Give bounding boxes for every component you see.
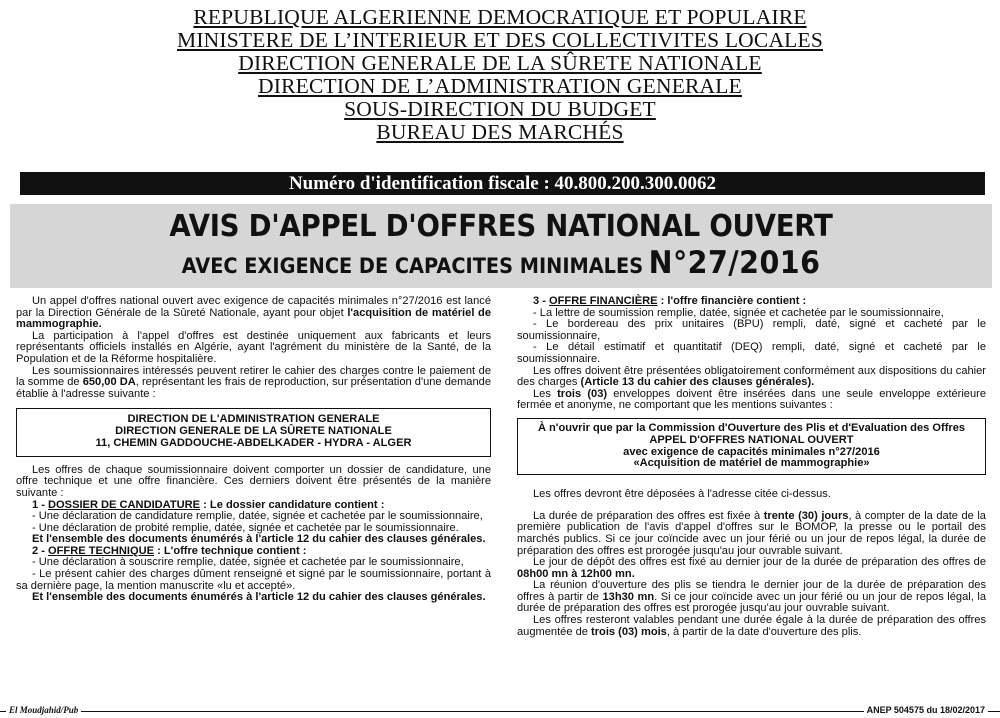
right-column xyxy=(517,296,986,638)
section-number: 1 - xyxy=(32,498,49,511)
candidature-item-2: - Une déclaration de probité remplie, datée, signée et cachetée par le soumissionnaire. xyxy=(32,521,459,534)
presentation-paragraph xyxy=(517,366,986,389)
envelope-mention-line-3: avec exigence de capacités minimales n°27/2016 xyxy=(623,445,880,458)
section-number: 3 - xyxy=(533,295,550,307)
preparation-duration: trente (30) jours xyxy=(763,509,849,522)
technical-closing: Et l'ensemble des documents énumérés à l'article 12 du cahier des clauses générales. xyxy=(32,591,486,604)
header-line-budget: SOUS-DIRECTION DU BUDGET xyxy=(344,97,656,121)
envelope-text-end: enveloppes doivent être insérées dans une seule enveloppe extérieure fermée et anonyme, ne comportant que les mentions suivantes : xyxy=(517,387,986,412)
preparation-text: La durée de préparation des offres est fixée à xyxy=(533,509,764,522)
tax-id-banner: Numéro d'identification fiscale : 40.800.200.300.0062 xyxy=(20,172,985,195)
section-title: OFFRE TECHNIQUE xyxy=(48,544,155,557)
section-title: OFFRE FINANCIÈRE xyxy=(549,295,658,307)
header-line-dag: DIRECTION DE L’ADMINISTRATION GENERALE xyxy=(258,74,742,98)
left-column xyxy=(16,296,491,604)
notice-number: N°27/2016 xyxy=(648,245,821,281)
footer xyxy=(0,705,1000,718)
document-header xyxy=(0,6,1000,144)
header-line-republic: REPUBLIQUE ALGERIENNE DEMOCRATIQUE ET POPULAIRE xyxy=(193,5,807,29)
envelope-text: Les xyxy=(533,387,558,400)
composition-paragraph: Les offres de chaque soumissionnaire doivent comporter un dossier de candidature, une offre technique et une offre financière. Ces derniers doivent être présentés de la manière suivante : xyxy=(16,463,491,499)
deposit-hours: 08h00 mn à 12h00 mn. xyxy=(517,567,635,580)
notice-subtitle-text: AVEC EXIGENCE DE CAPACITES MINIMALES xyxy=(181,254,644,278)
notice-title-box xyxy=(10,204,992,288)
validity-duration: trois (03) mois xyxy=(591,625,667,638)
section-financial-heading xyxy=(517,296,986,308)
header-line-bureau: BUREAU DES MARCHÉS xyxy=(376,120,624,144)
header-line-ministry: MINISTERE DE L’INTERIEUR ET DES COLLECTIVITES LOCALES xyxy=(177,28,823,52)
preparation-paragraph xyxy=(517,511,986,557)
financial-item-3: - Le détail estimatif et quantitatif (DEQ) rempli, daté, signé et cacheté par le soumissionnaire. xyxy=(517,341,986,365)
deposit-paragraph: Les offres devront être déposées à l'adresse citée ci-dessus. xyxy=(533,488,831,501)
opening-time: 13h30 mn xyxy=(602,590,655,603)
envelope-mention-box xyxy=(517,418,986,475)
withdrawal-amount: 650,00 DA xyxy=(82,376,136,389)
address-line-3: 11, CHEMIN GADDOUCHE-ABDELKADER - HYDRA - ALGER xyxy=(95,436,412,449)
section-heading-rest: : Le dossier candidature contient : xyxy=(200,498,385,511)
intro-text: Un appel d'offres national ouvert avec exigence de capacités minimales n°27/2016 est lancé par la Direction Générale de la Sûreté Nationale, ayant pour objet xyxy=(16,295,491,319)
opening-text: La réunion d'ouverture des plis se tiendra le dernier jour de la durée de préparation des offres à partir de xyxy=(517,579,986,603)
intro-object: l'acquisition de matériel de mammographie. xyxy=(16,306,491,331)
envelope-count: trois (03) xyxy=(557,387,608,400)
withdrawal-paragraph xyxy=(16,366,491,401)
presentation-text: Les offres doivent être présentées obligatoirement conformément aux dispositions du cahier des charges xyxy=(517,364,986,389)
validity-paragraph xyxy=(517,615,986,638)
envelope-mention-line-1: À n'ouvrir que par la Commission d'Ouverture des Plis et d'Evaluation des Offres xyxy=(537,421,966,434)
validity-text-end: , à partir de la date d'ouverture des plis. xyxy=(666,625,862,638)
technical-item-2: - Le présent cahier des charges dûment renseigné et signé par le soumissionnaire, portant à sa dernière page, la mention manuscrite «lu et accepté». xyxy=(16,568,491,592)
financial-item-2: - Le bordereau des prix unitaires (BPU) rempli, daté, signé et cacheté par le soumissionnaire, xyxy=(517,318,986,342)
withdrawal-text-end: , représentant les frais de reproduction, sur présentation d'une demande établie à l'adresse suivante : xyxy=(16,376,491,400)
footer-anep-reference: ANEP 504575 du 18/02/2017 xyxy=(864,705,988,715)
candidature-closing: Et l'ensemble des documents énumérés à l'article 12 du cahier des clauses générales. xyxy=(32,533,486,546)
section-number: 2 - xyxy=(32,544,49,557)
opening-paragraph xyxy=(517,580,986,615)
validity-text: Les offres resteront valables pendant une durée égale à la durée de préparation des offres augmentée de xyxy=(517,614,986,638)
address-line-1: DIRECTION DE L'ADMINISTRATION GENERALE xyxy=(127,413,380,426)
footer-publication: El Moudjahid/Pub xyxy=(6,705,81,715)
notice-subtitle xyxy=(49,245,952,284)
participation-paragraph: La participation à l'appel d'offres est destinée uniquement aux fabricants et leurs représentants officiels installés en Algérie, ayant l'agrément du ministère de la Santé, de la Population et de la Réforme hospitalière. xyxy=(16,329,491,365)
header-line-dgsn: DIRECTION GENERALE DE LA SÛRETE NATIONALE xyxy=(238,51,762,75)
section-title: DOSSIER DE CANDIDATURE xyxy=(48,498,201,511)
envelope-mention-line-4: «Acquisition de matériel de mammographie» xyxy=(633,457,870,470)
address-line-2: DIRECTION GENERALE DE LA SÛRETE NATIONALE xyxy=(115,425,392,438)
section-heading-rest: : l'offre financière contient : xyxy=(657,295,807,307)
technical-item-1: - Une déclaration à souscrire remplie, datée, signée et cachetée par le soumissionnaire, xyxy=(32,556,464,569)
candidature-item-1: - Une déclaration de candidature remplie, datée, signée et cachetée par le soumissionnaire, xyxy=(32,510,483,523)
opening-text-end: . Si ce jour coïncide avec un jour férié ou un jour de repos légal, la durée de préparation des offres est prorogée jusqu'au jour ouvrable suivant. xyxy=(517,590,986,615)
deposit-day-paragraph xyxy=(517,557,986,580)
envelope-paragraph xyxy=(517,389,986,412)
footer-rule xyxy=(0,711,1000,712)
deposit-day-text: Le jour de dépôt des offres est fixé au dernier jour de la durée de préparation des offres de xyxy=(533,556,986,569)
section-heading-rest: : L'offre technique contient : xyxy=(154,544,307,557)
preparation-text-end: , à compter de la date de la première publication de l'avis d'appel d'offres sur le BOMOP, la presse ou le portail des marchés publics. Si ce jour coïncide avec un jour férié ou un jour de repos légal, la durée de préparation des offres est prorogée jusqu'au jour ouvrable suivant. xyxy=(517,509,986,557)
presentation-article: (Article 13 du cahier des clauses générales). xyxy=(580,376,815,389)
intro-paragraph xyxy=(16,296,491,331)
address-box xyxy=(16,408,491,456)
envelope-mention-line-2: APPEL D'OFFRES NATIONAL OUVERT xyxy=(649,433,854,446)
notice-title: AVIS D'APPEL D'OFFRES NATIONAL OUVERT xyxy=(169,209,833,244)
withdrawal-text: Les soumissionnaires intéressés peuvent retirer le cahier des charges contre le paiement de la somme de xyxy=(16,364,491,389)
financial-item-1: - La lettre de soumission remplie, datée, signée et cachetée par le soumissionnaire, xyxy=(533,306,944,319)
